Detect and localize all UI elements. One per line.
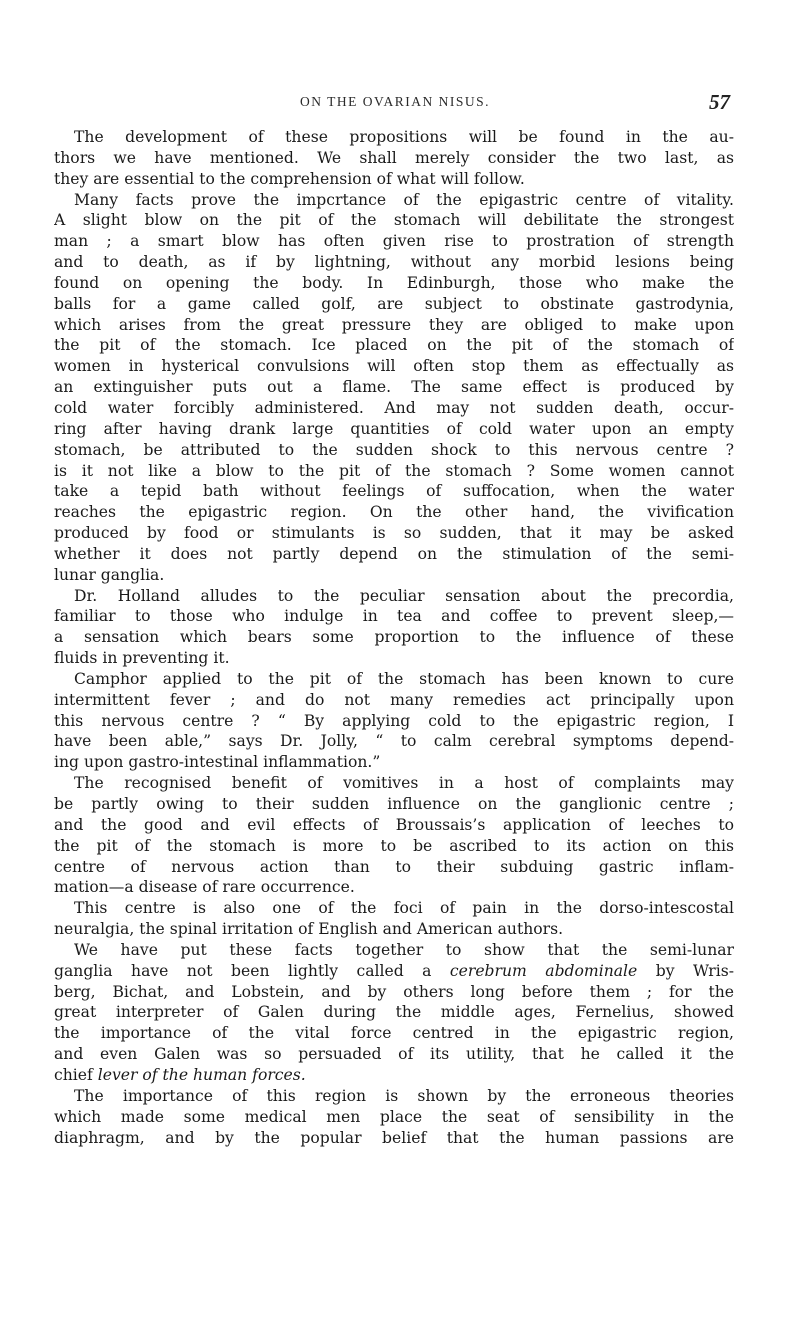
- text-line: reaches the epigastric region. On the other hand, the vivification: [54, 503, 734, 522]
- text-line: the pit of the stomach is more to be ascribed to its action on this: [54, 836, 734, 855]
- text-line: The recognised benefit of vomitives in a host of complaints may: [74, 774, 734, 793]
- text-line: this nervous centre ? “ By applying cold to the epigastric region, I: [54, 711, 734, 730]
- text-line: is it not like a blow to the pit of the stomach ? Some women cannot: [54, 461, 734, 480]
- text-line: diaphragm, and by the popular belief that the human passions are: [54, 1128, 734, 1147]
- text-line: found on opening the body. In Edinburgh, those who make the: [54, 273, 734, 292]
- body-text: [54, 127, 734, 1148]
- text-line: cold water forcibly administered. And may not sudden death, occur-: [54, 398, 734, 417]
- text-line: Dr. Holland alludes to the peculiar sensation about the precordia,: [74, 586, 734, 605]
- text-line: great interpreter of Galen during the middle ages, Fernelius, showed: [54, 1003, 734, 1022]
- running-title: ON THE OVARIAN NISUS.: [299, 94, 490, 109]
- text-line: neuralgia, the spinal irritation of English and American authors.: [54, 920, 564, 939]
- text-line: which made some medical men place the seat of sensibility in the: [54, 1107, 734, 1126]
- running-head: [60, 92, 730, 114]
- text-line: This centre is also one of the foci of pain in the dorso-intescostal: [74, 899, 734, 918]
- text-line: Camphor applied to the pit of the stomach has been known to cure: [74, 669, 734, 688]
- text-line: a sensation which bears some proportion to the influence of these: [54, 628, 734, 647]
- text-line: stomach, be attributed to the sudden shock to this nervous centre ?: [54, 440, 734, 459]
- text-line: be partly owing to their sudden influence on the ganglionic centre ;: [54, 795, 734, 813]
- text-line-with-italics: chief lever of the human forces.: [54, 1065, 306, 1084]
- text-line: man ; a smart blow has often given rise to prostration of strength: [54, 232, 734, 251]
- text-line: and even Galen was so persuaded of its utility, that he called it the: [54, 1045, 734, 1064]
- text-line: thors we have mentioned. We shall merely consider the two last, as: [54, 148, 734, 167]
- text-line: The development of these propositions will be found in the au-: [74, 128, 734, 146]
- text-line: balls for a game called golf, are subject to obstinate gastrodynia,: [54, 294, 734, 313]
- text-line-with-italics: ganglia have not been lightly called a cerebrum abdominale by Wris-: [54, 961, 734, 980]
- text-line: fluids in preventing it.: [54, 649, 230, 668]
- text-line: Many facts prove the impcrtance of the epigastric centre of vitality.: [74, 190, 734, 209]
- text-line: A slight blow on the pit of the stomach will debilitate the strongest: [54, 211, 734, 230]
- text-line: centre of nervous action than to their subduing gastric inflam-: [54, 857, 734, 876]
- text-line: ring after having drank large quantities of cold water upon an empty: [54, 419, 734, 438]
- text-line: The importance of this region is shown by the erroneous theories: [74, 1086, 734, 1105]
- text-line: and the good and evil effects of Broussais’s application of leeches to: [54, 815, 734, 834]
- text-line: have been able,” says Dr. Jolly, “ to calm cerebral symptoms depend-: [54, 732, 734, 751]
- text-line: intermittent fever ; and do not many remedies act principally upon: [54, 690, 734, 709]
- text-line: women in hysterical convulsions will often stop them as effectually as: [54, 357, 734, 376]
- text-line: whether it does not partly depend on the stimulation of the semi-: [54, 544, 734, 563]
- text-line: ing upon gastro-intestinal inflammation.”: [54, 753, 381, 772]
- text-line: the pit of the stomach. Ice placed on the pit of the stomach of: [54, 336, 734, 355]
- text-line: they are essential to the comprehension of what will follow.: [54, 169, 525, 188]
- text-line: take a tepid bath without feelings of suffocation, when the water: [54, 482, 734, 501]
- text-line: lunar ganglia.: [54, 565, 165, 584]
- page-number: 57: [709, 90, 730, 114]
- text-line: We have put these facts together to show that the semi-lunar: [74, 940, 734, 959]
- text-line: the importance of the vital force centred in the epigastric region,: [54, 1024, 734, 1043]
- text-line: which arises from the great pressure they are obliged to make upon: [54, 315, 734, 334]
- text-line: berg, Bichat, and Lobstein, and by others long before them ; for the: [54, 982, 734, 1001]
- text-line: mation—a disease of rare occurrence.: [54, 878, 355, 897]
- text-line: familiar to those who indulge in tea and coffee to prevent sleep,—: [54, 607, 734, 626]
- text-line: an extinguisher puts out a flame. The same effect is produced by: [54, 378, 734, 397]
- text-line: produced by food or stimulants is so sudden, that it may be asked: [54, 524, 734, 543]
- text-line: and to death, as if by lightning, without any morbid lesions being: [54, 253, 734, 272]
